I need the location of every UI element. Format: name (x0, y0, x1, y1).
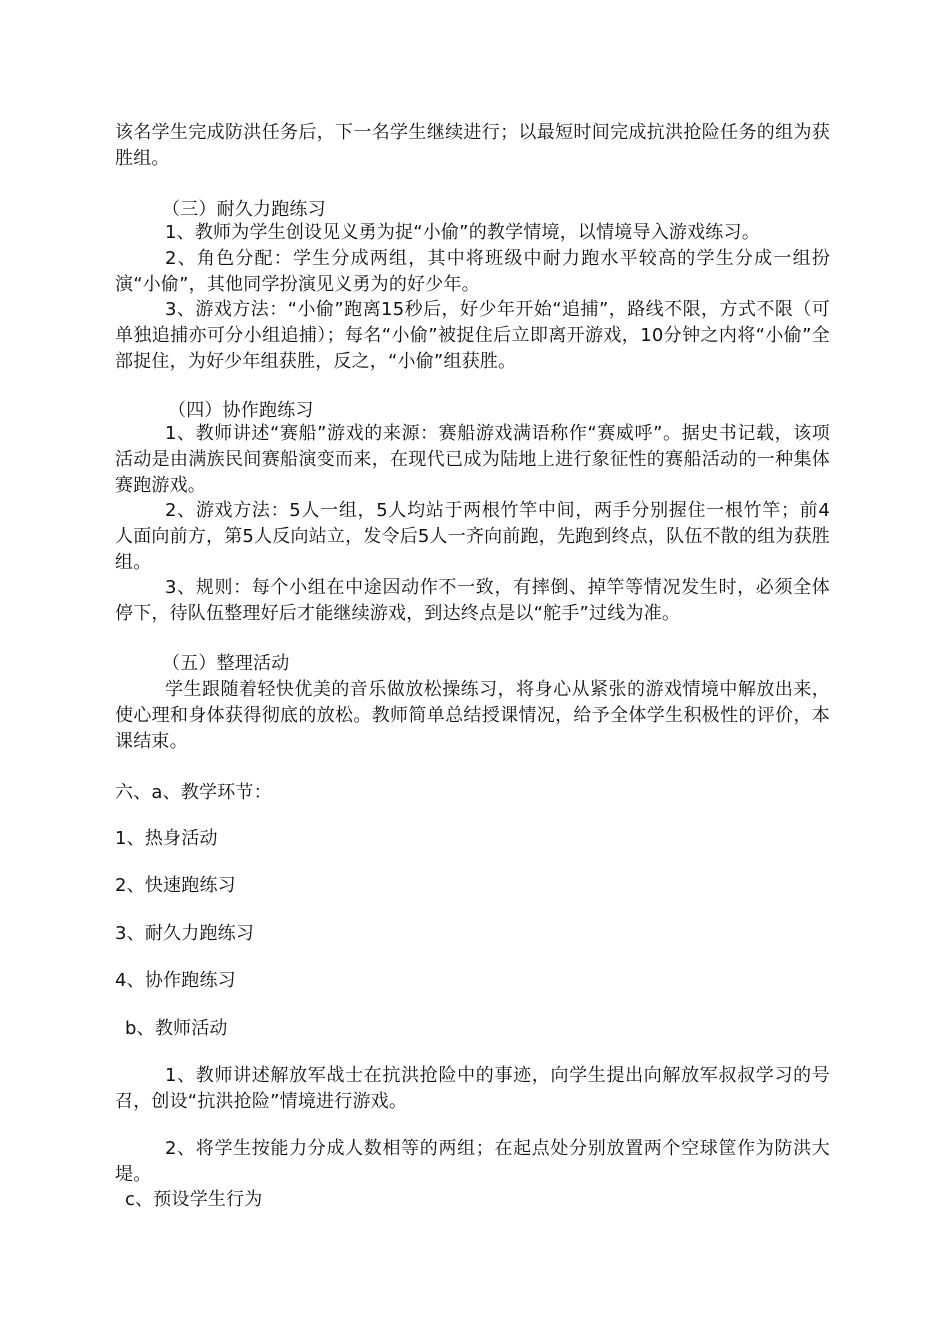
continued-paragraph: 该名学生完成防洪任务后，下一名学生继续进行；以最短时间完成抗洪抢险任务的组为获胜组。 (115, 122, 830, 169)
section-4-paragraph-3: 3、规则：每个小组在中途因动作不一致，有摔倒、掉竿等情况发生时，必须全体停下，待队伍整理好后才能继续游戏，到达终点是以“舵手”过线为准。 (115, 577, 830, 624)
section-5-paragraph-1: 学生跟随着轻快优美的音乐做放松操练习，将身心从紧张的游戏情境中解放出来，使心理和身体获得彻底的放松。教师简单总结授课情况，给予全体学生积极性的评价，本课结束。 (115, 679, 830, 752)
student-behavior-heading: c、预设学生行为 (125, 1189, 263, 1210)
teaching-step-4: 4、协作跑练习 (115, 970, 236, 991)
section-4-heading: （四）协作跑练习 (168, 400, 314, 421)
section-4-paragraph-2: 2、游戏方法：5人一组，5人均站于两根竹竿中间，两手分别握住一根竹竿；前4人面向前方，第5人反向站立，发令后5人一齐向前跑，先跑到终点，队伍不散的组为获胜组。 (115, 500, 830, 573)
section-3-paragraph-3: 3、游戏方法：“小偷”跑离15秒后，好少年开始“追捕”，路线不限，方式不限（可单独追捕亦可分小组追捕）；每名“小偷”被捉住后立即离开游戏，10分钟之内将“小偷”全部捉住，为好少年组获胜，反之，“小偷”组获胜。 (115, 299, 830, 372)
teaching-step-2: 2、快速跑练习 (115, 875, 236, 896)
teaching-step-1: 1、热身活动 (115, 828, 218, 849)
teaching-step-3: 3、耐久力跑练习 (115, 923, 255, 944)
section-5-heading: （五）整理活动 (162, 653, 290, 674)
teacher-activity-heading: b、教师活动 (125, 1018, 228, 1039)
section-6-heading: 六、a、教学环节： (115, 782, 272, 803)
section-4-paragraph-1: 1、教师讲述“赛船”游戏的来源：赛船游戏满语称作“赛威呼”。据史书记载，该项活动是由满族民间赛船演变而来，在现代已成为陆地上进行象征性的赛船活动的一种集体赛跑游戏。 (115, 423, 830, 496)
teacher-activity-paragraph-2: 2、将学生按能力分成人数相等的两组；在起点处分别放置两个空球筐作为防洪大堤。 (115, 1138, 830, 1185)
section-3-paragraph-2: 2、角色分配：学生分成两组，其中将班级中耐力跑水平较高的学生分成一组扮演“小偷”，其他同学扮演见义勇为的好少年。 (115, 248, 830, 295)
section-3-heading: （三）耐久力跑练习 (162, 199, 326, 220)
teacher-activity-paragraph-1: 1、教师讲述解放军战士在抗洪抢险中的事迹，向学生提出向解放军叔叔学习的号召，创设“抗洪抢险”情境进行游戏。 (115, 1065, 830, 1112)
section-3-paragraph-1: 1、教师为学生创设见义勇为捉“小偷”的教学情境，以情境导入游戏练习。 (165, 222, 760, 243)
